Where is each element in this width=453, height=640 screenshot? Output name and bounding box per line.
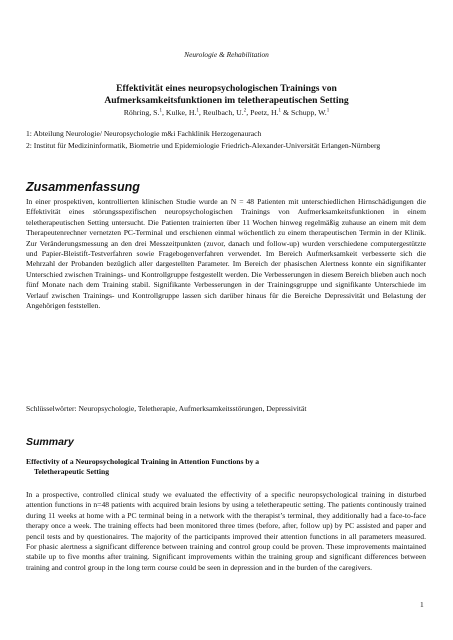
section-heading-summary: Summary xyxy=(26,436,74,448)
author-affiliation-mark: 1 xyxy=(196,108,199,114)
author-separator: & xyxy=(281,108,292,117)
paper-title-line-1: Effektivität eines neuropsychologischen Trainings von xyxy=(116,83,337,94)
journal-header: Neurologie & Rehabilitation xyxy=(184,50,269,59)
author-affiliation-mark: 1 xyxy=(278,108,282,114)
english-title-line-2: Teletherapeutic Setting xyxy=(34,467,110,477)
paper-title xyxy=(40,83,413,106)
page-number: 1 xyxy=(420,600,424,609)
author-separator: , xyxy=(198,108,203,117)
paper-title-line-2: Aufmerksamkeitsfunktionen im teletherapeutischen Setting xyxy=(104,94,349,106)
author-name: Kulke, H. xyxy=(165,108,197,117)
author-name: Peetz, H. xyxy=(250,108,279,117)
affiliation-1: 1: Abteilung Neurologie/ Neuropsychologie m&i Fachklinik Herzogenaurach xyxy=(26,129,262,138)
author-affiliation-mark: 1 xyxy=(326,108,330,114)
abstract-german: In einer prospektiven, kontrollierten klinischen Studie wurde an N = 48 Patienten mit unterschiedlichen Hirnschädigungen die Effektivität eines störungsspezifischen neuropsychologischen Trainings von Aufmerksamkeitsfunktionen in einem teletherapeutischen Setting untersucht. Die Patienten trainierten über 11 Wochen hinweg regelmäßig zuhause an einem mit dem Therapeutenrechner vernetzten PC-Terminal und erschienen einmal wöchentlich zu einem therapeutischen Termin in der Klinik. Zur Veränderungsmessung an den drei Messzeitpunkten (zuvor, danach und follow-up) wurden verschiedene computergestützte und Papier-Bleistift-Testverfahren sowie Fragebogenverfahren verwendet. Im Bereich Aufmerksamkeit verbesserte sich die Mehrzahl der Probanden bezüglich aller dargestellten Parameter. Im Bereich der phasischen Alertness konnte ein signifikanter Unterschied zwischen Trainings- und Kontrollgruppe festgestellt werden. Die Verbesserungen in diesem Bereich blieben auch noch fünf Monate nach dem Training stabil. Signifikante Verbesserungen in der Trainingsgruppe und signifikante Unterschiede im Verlauf zwischen Trainings- und Kontrollgruppe lassen sich darüber hinaus für die Bereiche Depressivität und Belastung der Angehörigen feststellen. xyxy=(26,197,426,311)
author-name: Röhring, S. xyxy=(123,108,160,117)
author-name: Reulbach, U. xyxy=(202,108,244,117)
section-heading-zusammenfassung: Zusammenfassung xyxy=(26,180,140,194)
affiliation-2: 2: Institut für Medizininformatik, Biometrie und Epidemiologie Friedrich-Alexander-Universität Erlangen-Nürnberg xyxy=(26,141,381,150)
author-affiliation-mark: 2 xyxy=(243,108,247,114)
author-separator: , xyxy=(246,108,251,117)
author-list xyxy=(40,108,413,117)
english-title-line-1: Effectivity of a Neuropsychological Training in Attention Functions by a xyxy=(26,457,260,466)
abstract-english: In a prospective, controlled clinical study we evaluated the effectivity of a specific neuropsychological training in disturbed attention functions in n=48 patients with acquired brain lesions by using a teletherapeutic setting. The patients continously trained during 11 weeks at home with a PC terminal being in a network with the therapist’s terminal, they additionally had a face-to-face therapy once a week. The training effects had been monitored three times (before, after, follow up) by PC assisted and paper and pencil tests and by questionaires. The majority of the participants improved their attention functions in all parameters measured. For phasic alertness a significant difference between training and control group could be proven. These improvements maintained stabile up to five months after training. Significant improvements within the training group and significant differences between training and control group in the long term course could be seen in depression and in the burden of the caregivers. xyxy=(26,490,426,572)
keywords: Schlüsselwörter: Neuropsychologie, Teletherapie, Aufmerksamkeitsstörungen, Depressivität xyxy=(26,404,307,413)
author-name: Schupp, W. xyxy=(291,108,327,117)
author-separator: , xyxy=(161,108,166,117)
english-title xyxy=(26,457,426,478)
author-affiliation-mark: 1 xyxy=(159,108,162,114)
